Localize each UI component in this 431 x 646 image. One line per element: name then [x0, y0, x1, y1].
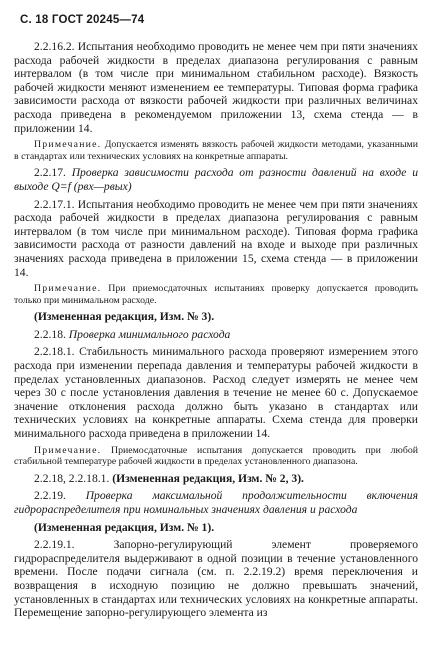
amendment-note-2-3: [14, 472, 418, 486]
note-label: Примечание.: [34, 444, 102, 456]
paragraph-2-2-17-1: [14, 198, 418, 280]
clause-number: 2.2.17.1.: [34, 197, 75, 211]
amendment-note-3: (Измененная редакция, Изм. № 3).: [34, 310, 215, 324]
paragraph-2-2-18-1: [14, 345, 418, 440]
note-viscosity: [14, 139, 418, 162]
note-label: Примечание.: [34, 283, 102, 295]
clause-number: 2.2.17.: [34, 166, 66, 180]
note-acceptance-tests: [14, 283, 418, 306]
heading-2-2-18: [14, 328, 418, 342]
clause-number: 2.2.18, 2.2.18.1.: [34, 471, 110, 485]
note-text: Допускается изменять вязкость рабочей жидкости методами, указанными в стандартах или технических условиях на конкретные аппараты.: [14, 139, 418, 162]
note-label: Примечание.: [34, 139, 102, 151]
clause-text: Запорно-регулирующий элемент проверяемого гидрораспределителя выдерживают в одной позиции в течение установленного времени. После подачи сигнала (см. п. 2.2.19.2) время переключения и возвращения в исходную позицию не должно превышать значений, установленных в стандартах или технических условиях на конкретные аппараты. Перемещение запорно-регулирующего элемента из: [14, 538, 418, 620]
clause-text: Испытания необходимо проводить не менее чем при пяти значениях расхода рабочей жидкости в пределах диапазона регулирования с равным интервалом (в том числе при минимальном стабильном расходе). Вязкость рабочей жидкости меняют изменением ее температуры. Типовая форма графика зависимости расхода от вязкости рабочей жидкости при различных величинах расхода приведена в рекомендуемом приложении 13, схема стенда — в приложении 14.: [14, 40, 418, 135]
paragraph-2-2-19-1: [14, 538, 418, 620]
amendment-note-1: (Измененная редакция, Изм. № 1).: [34, 520, 215, 534]
page-header: С. 18 ГОСТ 20245—74: [20, 14, 145, 26]
clause-text: Стабильность минимального расхода проверяют измерением этого расхода при изменении перепада давления и температуры рабочей жидкости в пределах установленных диапазонов. Расход следует измерять не менее чем через 30 с после установления давления в течение не менее 60 с. Допускаемое значение отклонения расхода должно быть указано в стандартах или технических условиях на конкретные аппараты. Схема стенда для проверки минимального расхода приведена в приложении 14.: [14, 345, 418, 441]
clause-heading: Проверка зависимости расхода от разности давлений на входе и выходе Q=f (pвх—pвых): [14, 166, 418, 193]
clause-number: 2.2.19.: [34, 489, 66, 503]
clause-number: 2.2.19.1.: [34, 538, 75, 552]
document-body: [14, 40, 418, 624]
amendment-text: (Измененная редакция, Изм. № 2, 3).: [112, 471, 304, 485]
clause-heading: Проверка минимального расхода: [68, 327, 231, 341]
note-text: Приемосдаточные испытания допускается проводить при любой стабильной температуре рабочей жидкости в пределах установленного диапазона.: [14, 444, 418, 468]
paragraph-2-2-16-2: [14, 40, 418, 135]
heading-2-2-19: [14, 489, 418, 516]
clause-number: 2.2.16.2.: [34, 40, 75, 53]
clause-heading: Проверка максимальной продолжительности включения гидрораспределителя при номинальных значениях давления и расхода: [14, 489, 418, 516]
note-text: При приемосдаточных испытаниях проверку допускается проводить только при минимальном расходе.: [14, 283, 418, 306]
clause-number: 2.2.18.: [34, 327, 66, 341]
clause-text: Испытания необходимо проводить не менее чем при пяти значениях расхода рабочей жидкости в пределах диапазона регулирования с равным интервалом (в том числе при минимальном расходе). Типовая форма графика зависимости расхода от разности давлений на входе и выходе при различных значениях расхода приведена в приложении 15, схема стенда — в приложении 14.: [14, 197, 418, 279]
clause-number: 2.2.18.1.: [34, 345, 75, 359]
note-temperature: [14, 445, 418, 468]
heading-2-2-17: [14, 166, 418, 193]
